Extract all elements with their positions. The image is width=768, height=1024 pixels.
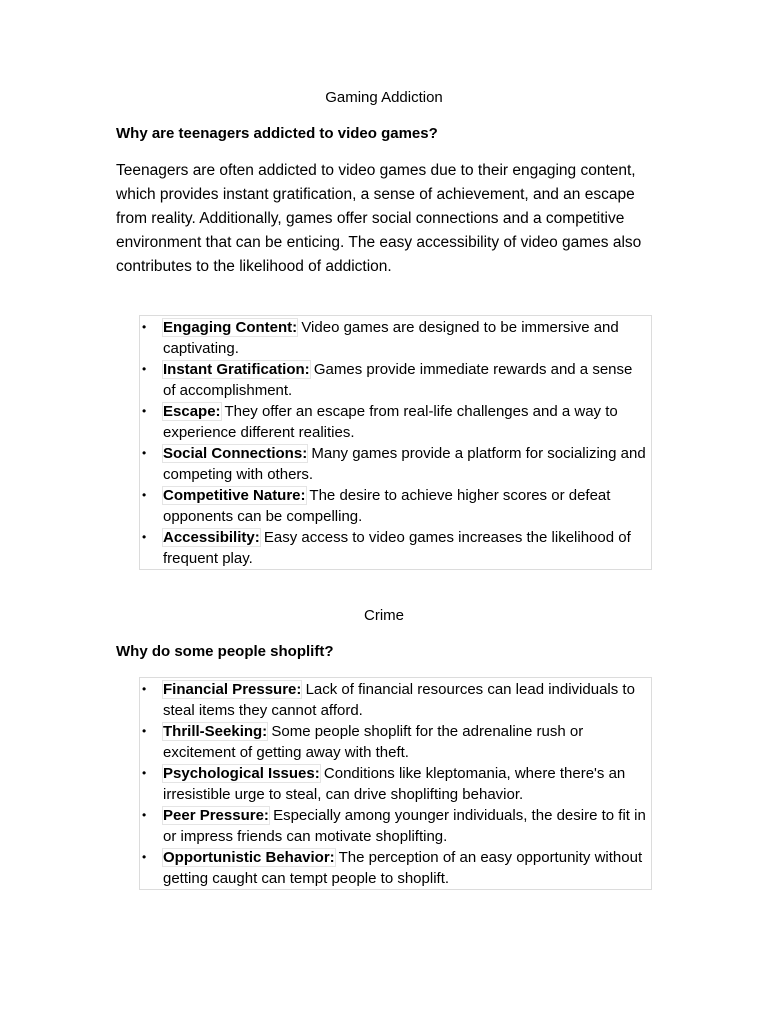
section-title-gaming-addiction: Gaming Addiction	[325, 89, 443, 106]
bullet-text: They offer an escape from real-life challenges and a way to experience different realities.	[163, 403, 618, 441]
bullet-text: Many games provide a platform for socializing and competing with others.	[163, 445, 646, 483]
bullet-list-gaming	[140, 317, 651, 569]
question-shoplift: Why do some people shoplift?	[116, 643, 334, 660]
bullet-text: Conditions like kleptomania, where there's an irresistible urge to steal, can drive shoplifting behavior.	[163, 765, 626, 803]
bullet-dot-icon: •	[142, 766, 147, 780]
bullet-text: Video games are designed to be immersive and captivating.	[163, 319, 619, 357]
list-item	[140, 317, 651, 359]
list-item	[140, 721, 651, 763]
section-title-crime: Crime	[364, 607, 404, 624]
bullet-text: Easy access to video games increases the likelihood of frequent play.	[163, 529, 631, 567]
list-item	[140, 527, 651, 569]
bullet-dot-icon: •	[142, 530, 147, 544]
bullet-term: Escape:	[163, 403, 221, 420]
bullet-dot-icon: •	[142, 682, 147, 696]
bullet-text: The desire to achieve higher scores or defeat opponents can be compelling.	[163, 487, 611, 525]
bullet-dot-icon: •	[142, 320, 147, 334]
bullet-term: Financial Pressure:	[163, 681, 302, 698]
paragraph-gaming: Teenagers are often addicted to video games due to their engaging content, which provides instant gratification, a sense of achievement, and an escape from reality. Additionally, games offer social connections and a competitive environment that can be enticing. The easy accessibility of video games also contributes to the likelihood of addiction.	[116, 162, 642, 275]
list-item	[140, 443, 651, 485]
bullet-text: The perception of an easy opportunity without getting caught can tempt people to shoplift.	[163, 849, 643, 887]
bullet-term: Competitive Nature:	[163, 487, 306, 504]
bullet-term: Social Connections:	[163, 445, 308, 462]
bullet-text: Some people shoplift for the adrenaline rush or excitement of getting away with theft.	[163, 723, 584, 761]
list-item	[140, 485, 651, 527]
list-item	[140, 679, 651, 721]
bullet-term: Opportunistic Behavior:	[163, 849, 335, 866]
bullet-text: Games provide immediate rewards and a sense of accomplishment.	[163, 361, 633, 399]
bullet-dot-icon: •	[142, 362, 147, 376]
list-item	[140, 359, 651, 401]
bullet-term: Peer Pressure:	[163, 807, 269, 824]
bullet-list-shoplift	[140, 679, 651, 889]
bullet-list-shoplift-box	[139, 677, 652, 890]
list-item	[140, 847, 651, 889]
bullet-dot-icon: •	[142, 808, 147, 822]
bullet-dot-icon: •	[142, 724, 147, 738]
bullet-text: Especially among younger individuals, the desire to fit in or impress friends can motivate shoplifting.	[163, 807, 646, 845]
bullet-term: Engaging Content:	[163, 319, 298, 336]
bullet-term: Psychological Issues:	[163, 765, 320, 782]
bullet-term: Thrill-Seeking:	[163, 723, 268, 740]
list-item	[140, 763, 651, 805]
bullet-term: Instant Gratification:	[163, 361, 310, 378]
list-item	[140, 401, 651, 443]
list-item	[140, 805, 651, 847]
bullet-dot-icon: •	[142, 446, 147, 460]
bullet-list-gaming-box	[139, 315, 652, 570]
bullet-dot-icon: •	[142, 488, 147, 502]
question-gaming: Why are teenagers addicted to video games?	[116, 125, 438, 142]
bullet-dot-icon: •	[142, 850, 147, 864]
bullet-dot-icon: •	[142, 404, 147, 418]
bullet-text: Lack of financial resources can lead individuals to steal items they cannot afford.	[163, 681, 635, 719]
bullet-term: Accessibility:	[163, 529, 260, 546]
